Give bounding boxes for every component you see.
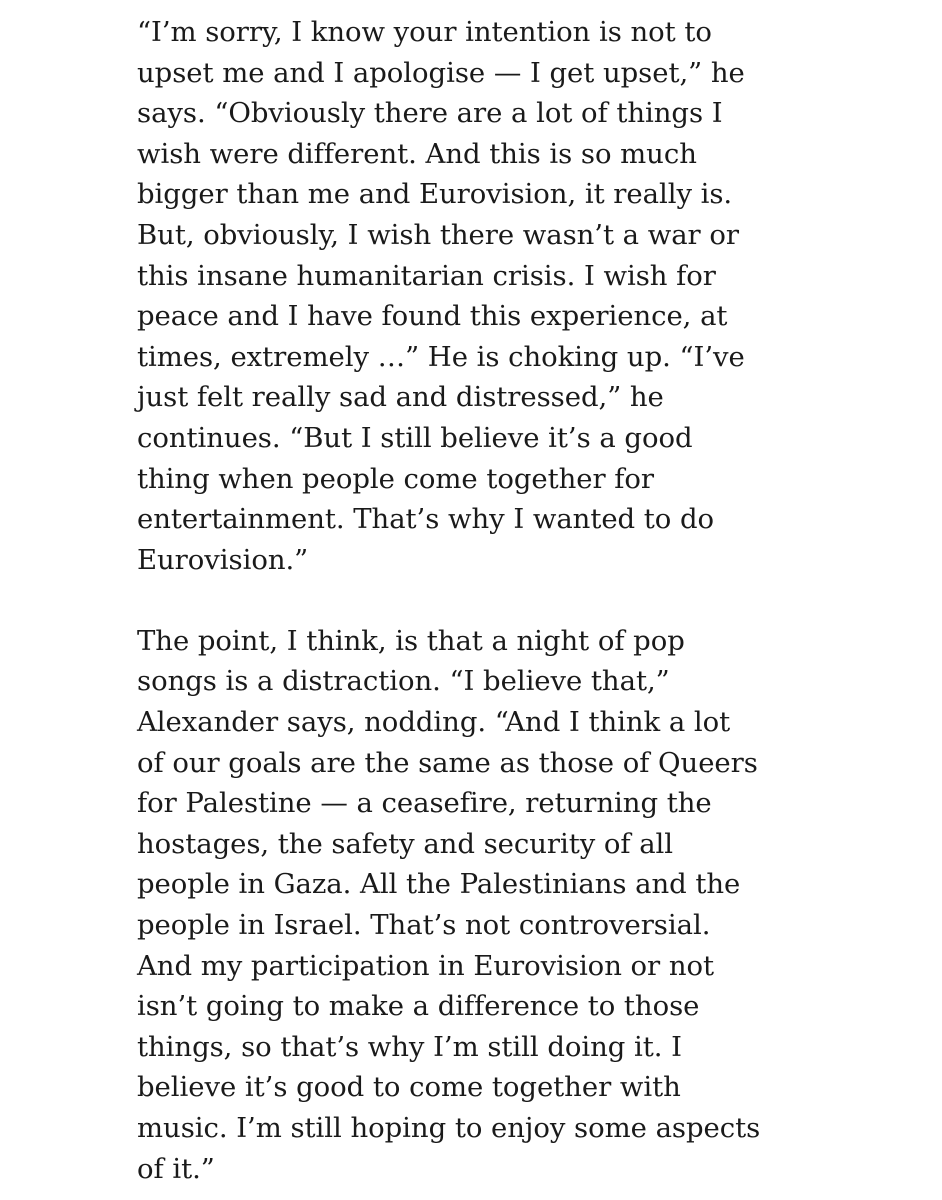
paragraph-quote — [137, 12, 837, 580]
text-line: And my participation in Eurovision or not — [137, 949, 715, 982]
paragraph-commentary — [137, 621, 837, 1189]
text-line: just felt really sad and distressed,” he — [137, 381, 664, 414]
text-line: isn’t going to make a difference to those — [137, 990, 700, 1023]
text-line: wish were different. And this is so much — [137, 137, 697, 170]
text-line: thing when people come together for — [137, 462, 655, 495]
text-line: things, so that’s why I’m still doing it. I — [137, 1030, 682, 1063]
article-body — [137, 12, 837, 1189]
text-line: bigger than me and Eurovision, it really is. — [137, 178, 733, 211]
text-line: believe it’s good to come together with — [137, 1071, 681, 1104]
text-line: “I’m sorry, I know your intention is not to — [137, 16, 712, 48]
text-line: Eurovision.” — [137, 543, 309, 576]
text-line: of our goals are the same as those of Queers — [137, 746, 758, 779]
text-line: But, obviously, I wish there wasn’t a war or — [137, 218, 739, 251]
text-line: music. I’m still hoping to enjoy some aspects — [137, 1111, 761, 1144]
text-line: for Palestine — a ceasefire, returning the — [137, 787, 712, 820]
text-line: times, extremely …” He is choking up. “I’ve — [137, 340, 745, 373]
text-line: The point, I think, is that a night of pop — [137, 624, 685, 657]
text-line: says. “Obviously there are a lot of things I — [137, 97, 723, 130]
text-line: continues. “But I still believe it’s a good — [137, 421, 693, 454]
text-line: hostages, the safety and security of all — [137, 827, 674, 860]
text-line: songs is a distraction. “I believe that,” — [137, 665, 670, 698]
text-line: Alexander says, nodding. “And I think a lot — [137, 706, 731, 738]
text-line: this insane humanitarian crisis. I wish for — [137, 259, 716, 292]
text-line: people in Israel. That’s not controversial. — [137, 908, 711, 941]
text-line: peace and I have found this experience, at — [137, 300, 728, 333]
text-line: entertainment. That’s why I wanted to do — [137, 503, 715, 536]
text-line: of it.” — [137, 1152, 215, 1185]
text-line: people in Gaza. All the Palestinians and the — [137, 868, 741, 901]
text-line: upset me and I apologise — I get upset,” he — [137, 56, 745, 89]
